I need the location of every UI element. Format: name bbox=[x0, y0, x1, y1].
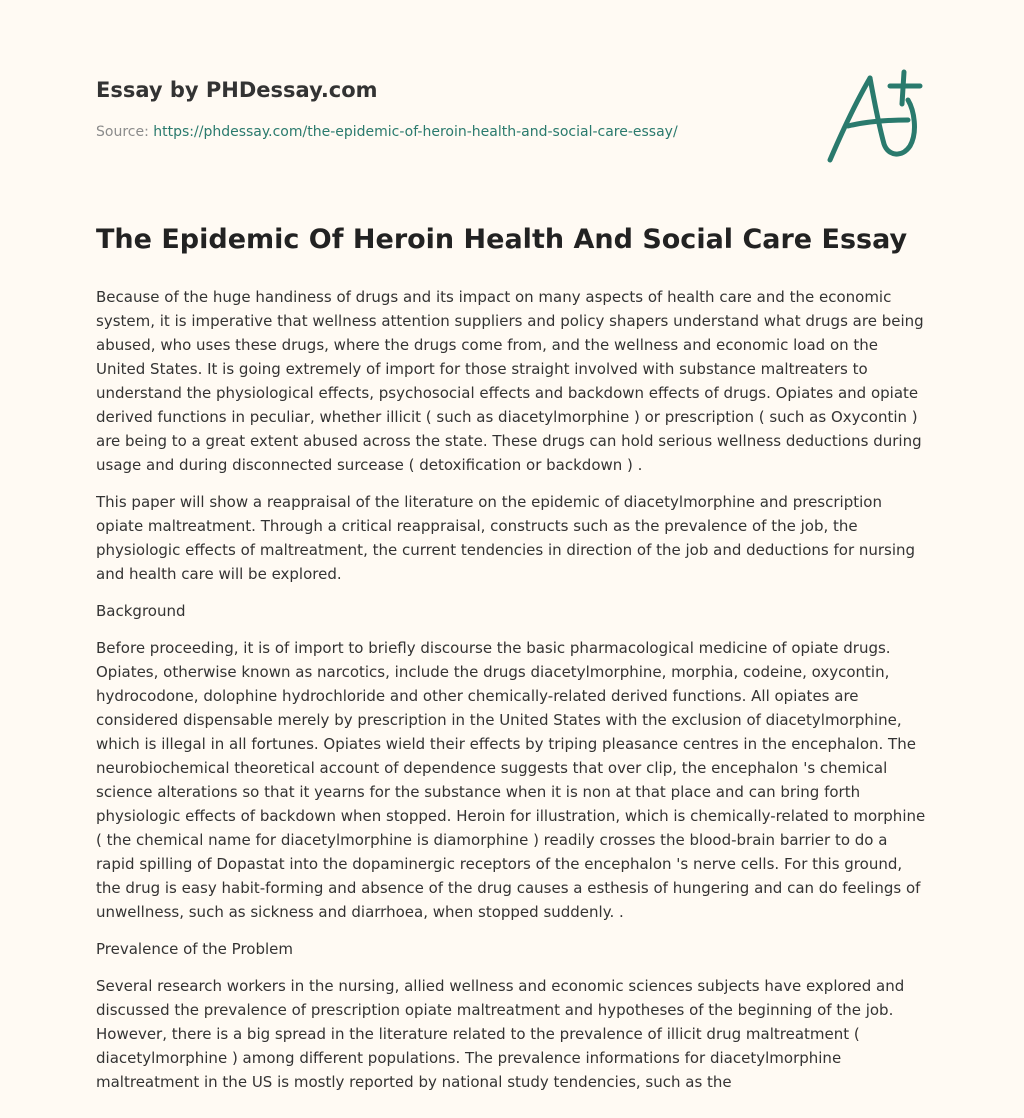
source-line bbox=[96, 124, 678, 140]
essay-body bbox=[96, 285, 928, 1105]
section-heading-background: Background bbox=[96, 602, 186, 620]
essay-paragraph: This paper will show a reappraisal of the literature on the epidemic of diacetylmorphine and prescription opiate maltreatment. Through a critical reappraisal, constructs such as the prevalence of the job, the physiologic effects of maltreatment, the current tendencies in direction of the job and deductions for nursing and health care will be explored. bbox=[96, 493, 916, 583]
essay-paragraph: Several research workers in the nursing, allied wellness and economic sciences subjects have explored and discussed the prevalence of prescription opiate maltreatment and hypotheses of the beginning of the job. However, there is a big spread in the literature related to the prevalence of illicit drug maltreatment ( diacetylmorphine ) among different populations. The prevalence informations for diacetylmorphine maltreatment in the US is mostly reported by national study tendencies, such as the bbox=[96, 977, 905, 1091]
a-plus-logo-icon bbox=[824, 66, 928, 166]
essay-title: The Epidemic Of Heroin Health And Social Care Essay bbox=[96, 224, 908, 255]
essay-paragraph: Before proceeding, it is of import to briefly discourse the basic pharmacological medicine of opiate drugs. Opiates, otherwise known as narcotics, include the drugs diacetylmorphine, morphia, codeine, oxycontin, hydrocodone, dolophine hydrochloride and other chemically-related derived functions. All opiates are considered dispensable merely by prescription in the United States with the exclusion of diacetylmorphine, which is illegal in all fortunes. Opiates wield their effects by triping pleasance centres in the encephalon. The neurobiochemical theoretical account of dependence suggests that over clip, the encephalon 's chemical science alterations so that it yearns for the substance when it is non at that place and can bring forth physiologic effects of backdown when stopped. Heroin for illustration, which is chemically-related to morphine ( the chemical name for diacetylmorphine is diamorphine ) readily crosses the blood-brain barrier to do a rapid spilling of Dopastat into the dopaminergic receptors of the encephalon 's nerve cells. For this ground, the drug is easy habit-forming and absence of the drug causes a esthesis of hungering and can do feelings of unwellness, such as sickness and diarrhoea, when stopped suddenly. . bbox=[96, 639, 926, 921]
section-heading-prevalence: Prevalence of the Problem bbox=[96, 940, 293, 958]
brand-title: Essay by PHDessay.com bbox=[96, 78, 378, 102]
source-link[interactable]: https://phdessay.com/the-epidemic-of-heroin-health-and-social-care-essay/ bbox=[153, 124, 678, 140]
source-label: Source: bbox=[96, 124, 149, 140]
essay-paragraph: Because of the huge handiness of drugs and its impact on many aspects of health care and the economic system, it is imperative that wellness attention suppliers and policy shapers understand what drugs are being abused, who uses these drugs, where the drugs come from, and the wellness and economic load on the United States. It is going extremely of import for those straight involved with substance maltreaters to understand the physiological effects, psychosocial effects and backdown effects of drugs. Opiates and opiate derived functions in peculiar, whether illicit ( such as diacetylmorphine ) or prescription ( such as Oxycontin ) are being to a great extent abused across the state. These drugs can hold serious wellness deductions during usage and during disconnected surcease ( detoxification or backdown ) . bbox=[96, 288, 924, 474]
